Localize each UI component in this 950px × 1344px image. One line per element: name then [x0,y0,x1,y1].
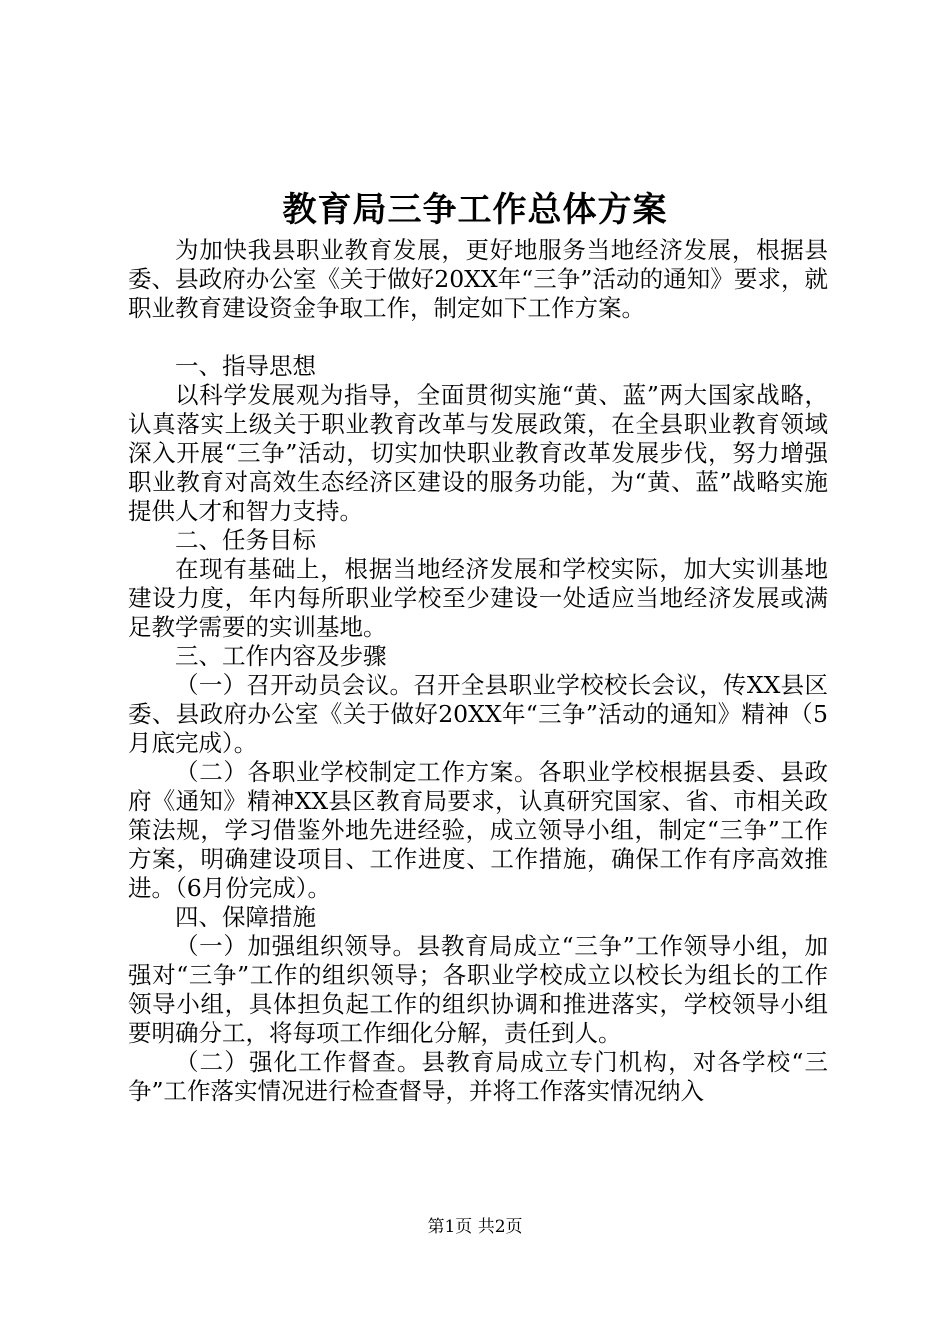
section-4-item-2: （二）强化工作督查。县教育局成立专门机构，对各学校“三争”工作落实情况进行检查督导，并将工作落实情况纳入 [128,1048,828,1105]
section-1-paragraph: 以科学发展观为指导，全面贯彻实施“黄、蓝”两大国家战略，认真落实上级关于职业教育改革与发展政策，在全县职业教育领域深入开展“三争”活动，切实加快职业教育改革发展步伐，努力增强职业教育对高效生态经济区建设的服务功能，为“黄、蓝”战略实施提供人才和智力支持。 [128,381,828,525]
section-3-item-1: （一）召开动员会议。召开全县职业学校校长会议，传XX县区委、县政府办公室《关于做好20XX年“三争”活动的通知》精神（5月底完成）。 [128,671,828,757]
paragraph-spacer [128,323,828,352]
intro-paragraph: 为加快我县职业教育发展，更好地服务当地经济发展，根据县委、县政府办公室《关于做好20XX年“三争”活动的通知》要求，就职业教育建设资金争取工作，制定如下工作方案。 [128,236,828,322]
section-heading-3: 三、工作内容及步骤 [175,642,387,670]
document-title: 教育局三争工作总体方案 [282,190,668,230]
page-footer: 第1页 共2页 [427,1217,523,1237]
section-heading-2: 二、任务目标 [175,526,316,554]
section-4-item-1: （一）加强组织领导。县教育局成立“三争”工作领导小组，加强对“三争”工作的组织领导；各职业学校成立以校长为组长的工作领导小组，具体担负起工作的组织协调和推进落实，学校领导小组要明确分工，将每项工作细化分解，责任到人。 [128,932,828,1047]
document-body [128,236,828,1106]
section-2-paragraph: 在现有基础上，根据当地经济发展和学校实际，加大实训基地建设力度，年内每所职业学校至少建设一处适应当地经济发展或满足教学需要的实训基地。 [128,555,828,641]
section-heading-4: 四、保障措施 [175,903,316,931]
section-3-item-2: （二）各职业学校制定工作方案。各职业学校根据县委、县政府《通知》精神XX县区教育局要求，认真研究国家、省、市相关政策法规，学习借鉴外地先进经验，成立领导小组，制定“三争”工作方案，明确建设项目、工作进度、工作措施，确保工作有序高效推进。（6月份完成）。 [128,758,828,902]
section-heading-1: 一、指导思想 [175,352,316,380]
